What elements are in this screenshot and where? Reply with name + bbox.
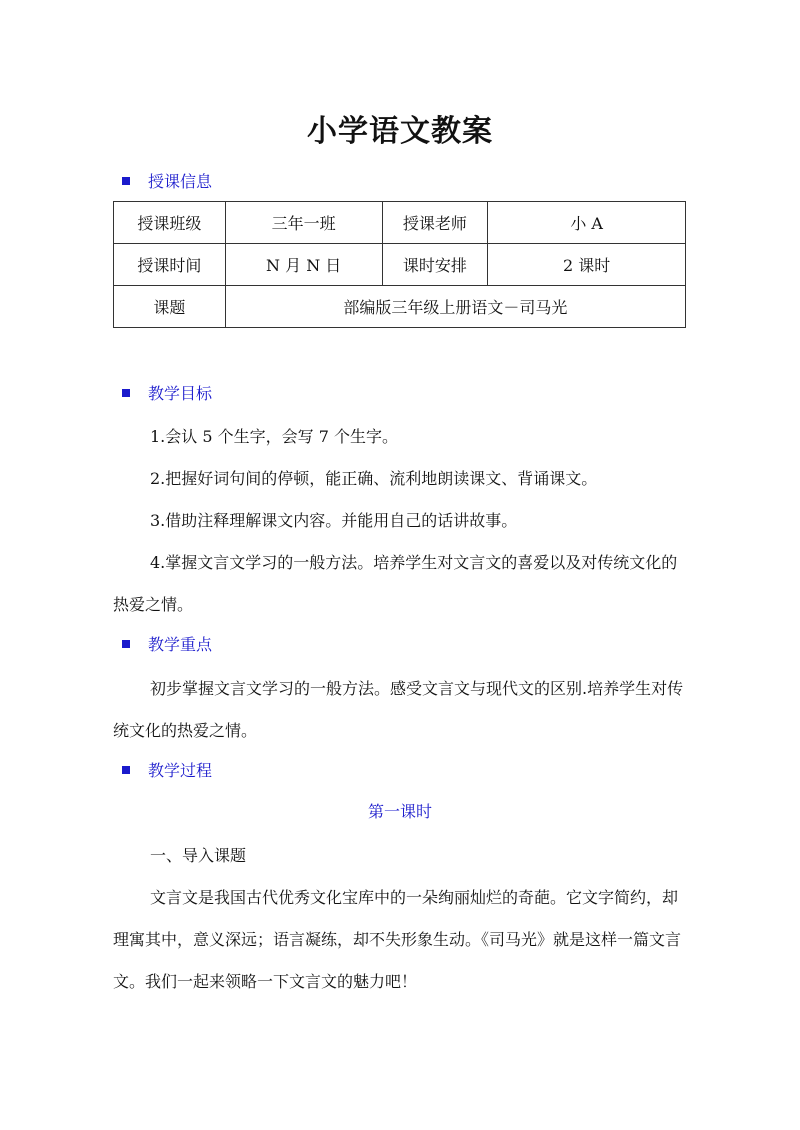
- table-cell-value: 2 课时: [488, 244, 686, 286]
- section-heading-focus: [122, 633, 212, 657]
- section-heading-label: 授课信息: [148, 172, 213, 191]
- table-cell-label: 授课老师: [382, 202, 488, 244]
- table-cell-value: N 月 N 日: [225, 244, 382, 286]
- section-heading-label: 教学过程: [148, 761, 213, 780]
- table-cell-label: 授课班级: [114, 202, 226, 244]
- focus-paragraph: 初步掌握文言文学习的一般方法。感受文言文与现代文的区别.培养学生对传统文化的热爱之情。: [113, 679, 684, 740]
- table-cell-value: 小 A: [488, 202, 686, 244]
- table-cell-label: 授课时间: [114, 244, 226, 286]
- section-heading-goals: [122, 382, 212, 406]
- page-title: 小学语文教案: [307, 114, 493, 149]
- table-cell-label: 课时安排: [382, 244, 488, 286]
- table-cell-label: 课题: [114, 286, 226, 328]
- info-table: [113, 201, 686, 328]
- step-title: 一、导入课题: [150, 846, 247, 865]
- section-heading-process: [122, 759, 212, 783]
- goal-item: 4.掌握文言文学习的一般方法。培养学生对文言文的喜爱以及对传统文化的热爱之情。: [113, 553, 678, 614]
- table-cell-value: 部编版三年级上册语文－司马光: [225, 286, 685, 328]
- goal-item: 2.把握好词句间的停顿，能正确、流利地朗读课文、背诵课文。: [150, 469, 598, 488]
- section-heading-info: [122, 170, 212, 194]
- square-bullet-icon: [122, 177, 130, 185]
- square-bullet-icon: [122, 766, 130, 774]
- square-bullet-icon: [122, 389, 130, 397]
- square-bullet-icon: [122, 640, 130, 648]
- section-heading-label: 教学重点: [148, 635, 213, 654]
- step-paragraph: 文言文是我国古代优秀文化宝库中的一朵绚丽灿烂的奇葩。它文字简约，却理寓其中，意义深远；语言凝练，却不失形象生动。《司马光》就是这样一篇文言文。我们一起来领略一下文言文的魅力吧！: [113, 888, 682, 991]
- goal-item: 3.借助注释理解课文内容。并能用自己的话讲故事。: [150, 511, 518, 530]
- goal-item: 1.会认 5 个生字，会写 7 个生字。: [150, 427, 398, 446]
- lesson-title: 第一课时: [367, 802, 432, 821]
- table-row: [114, 286, 686, 328]
- table-row: [114, 202, 686, 244]
- table-row: [114, 244, 686, 286]
- table-cell-value: 三年一班: [225, 202, 382, 244]
- section-heading-label: 教学目标: [148, 384, 213, 403]
